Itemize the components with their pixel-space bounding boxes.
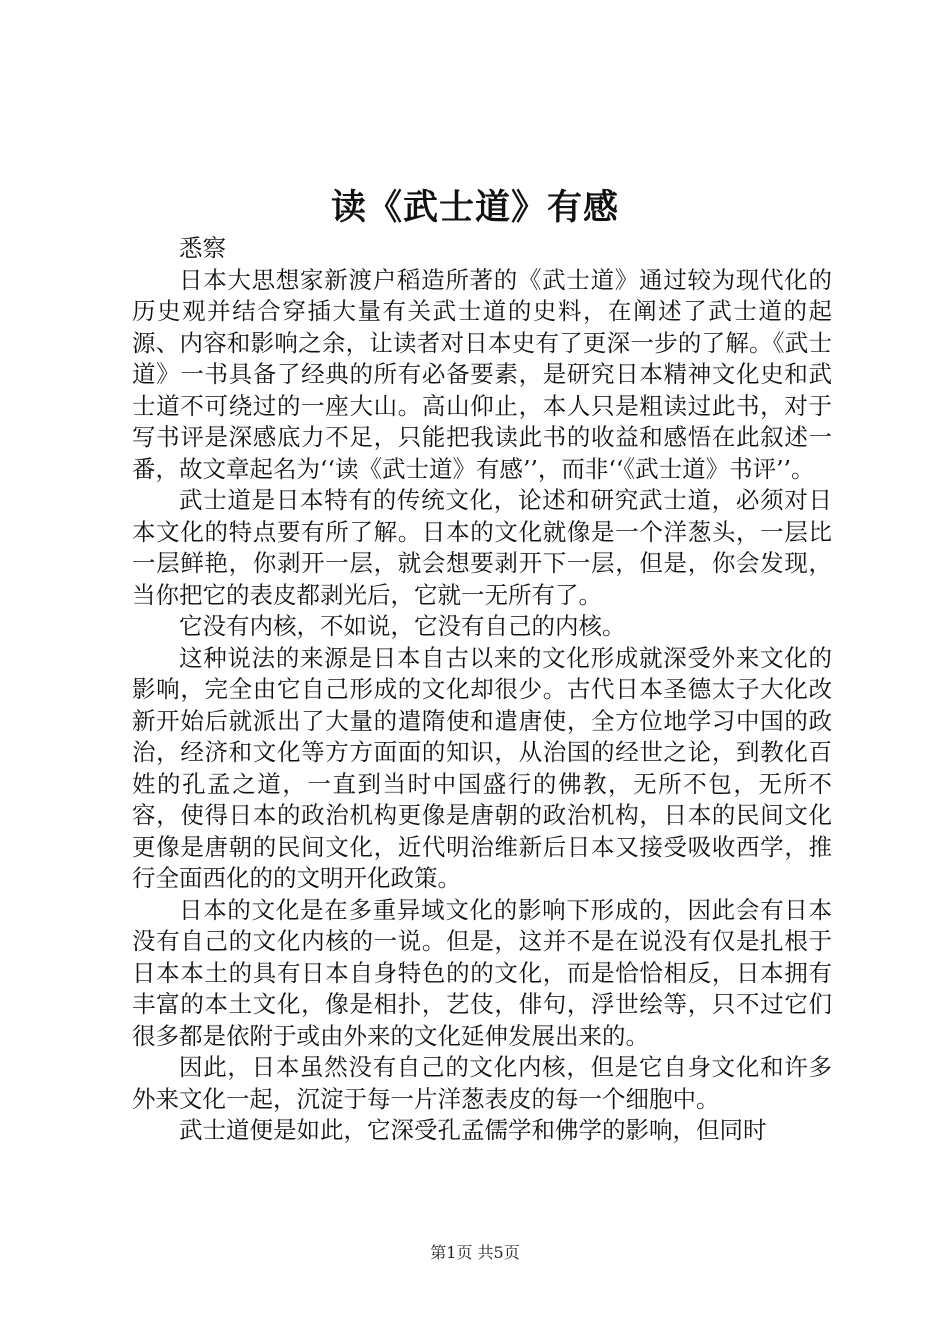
paragraph-1: 日本大思想家新渡户稻造所著的《武士道》通过较为现代化的历史观并结合穿插大量有关武士道的史料，在阐述了武士道的起源、内容和影响之余，让读者对日本史有了更深一步的了解。《武士道》一书具备了经典的所有必备要素，是研究日本精神文化史和武士道不可绕过的一座大山。高山仰止，本人只是粗读过此书，对于写书评是深感底力不足，只能把我读此书的收益和感悟在此叙述一番，故文章起名为‘‘读《武士道》有感’’，而非‘‘《武士道》书评’’。: [132, 265, 832, 483]
paragraph-5: 日本的文化是在多重异域文化的影响下形成的，因此会有日本没有自己的文化内核的一说。但是，这并不是在说没有仅是扎根于日本本土的具有日本自身特色的的文化，而是恰恰相反，日本拥有丰富的本土文化，像是相扑，艺伎，俳句，浮世绘等，只不过它们很多都是依附于或由外来的文化延伸发展出来的。: [132, 895, 832, 1050]
paragraph-7: 武士道便是如此，它深受孔孟儒学和佛学的影响，但同时: [179, 1116, 767, 1144]
paragraph-6: 因此，日本虽然没有自己的文化内核，但是它自身文化和许多外来文化一起，沉淀于每一片洋葱表皮的每一个细胞中。: [132, 1053, 832, 1113]
author-name: 悉察: [179, 234, 226, 262]
document-title: 读《武士道》有感: [330, 187, 619, 228]
page-footer: 第1页 共5页: [430, 1243, 520, 1262]
paragraph-3: 它没有内核，不如说，它没有自己的内核。: [179, 612, 626, 640]
paragraph-2: 武士道是日本特有的传统文化，论述和研究武士道，必须对日本文化的特点要有所了解。日本的文化就像是一个洋葱头，一层比一层鲜艳，你剥开一层，就会想要剥开下一层，但是，你会发现，当你把它的表皮都剥光后，它就一无所有了。: [132, 486, 832, 609]
document-body: [132, 233, 832, 1147]
paragraph-4: 这种说法的来源是日本自古以来的文化形成就深受外来文化的影响，完全由它自己形成的文化却很少。古代日本圣德太子大化改新开始后就派出了大量的遣隋使和遣唐使，全方位地学习中国的政治，经济和文化等方方面面的知识，从治国的经世之论，到教化百姓的孔孟之道，一直到当时中国盛行的佛教，无所不包，无所不容，使得日本的政治机构更像是唐朝的政治机构，日本的民间文化更像是唐朝的民间文化，近代明治维新后日本又接受吸收西学，推行全面西化的的文明开化政策。: [132, 643, 832, 892]
